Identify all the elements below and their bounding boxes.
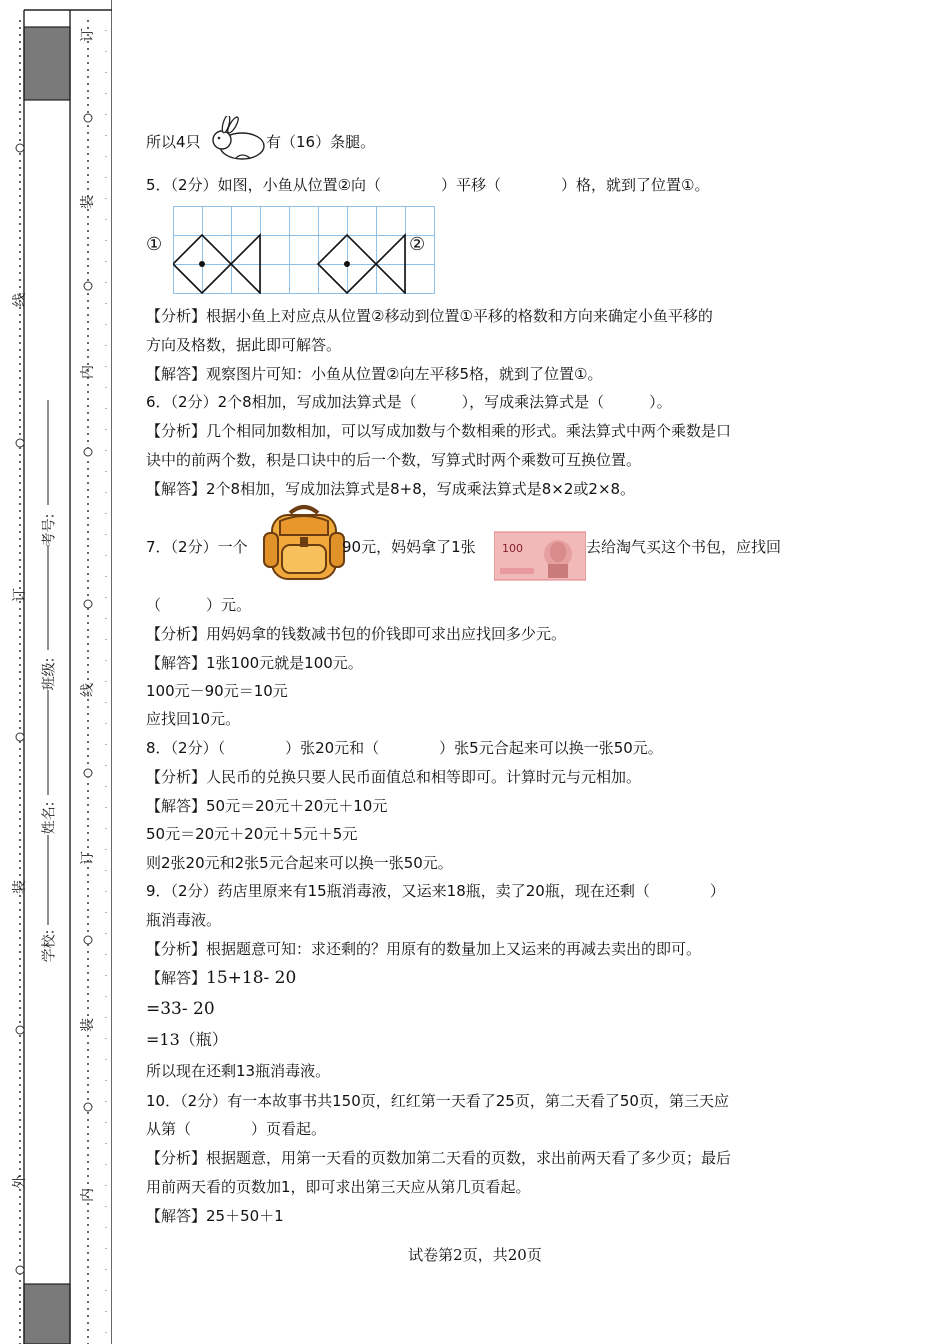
analysis-line: 【分析】用妈妈拿的钱数减书包的价钱即可求出应找回多少元。 [146,625,567,643]
question-10-cont: 从第（ ）页看起。 [146,1120,327,1138]
text-line: 去给淘气买这个书包，应找回 [586,538,782,556]
analysis-line: 【分析】几个相同加数相加，可以写成加数与个数相乘的形式。乘法算式中两个乘数是口 [146,422,732,440]
solution-line: 100元－90元＝10元 [146,682,288,700]
question-6: 6．（2分）2个8相加，写成加法算式是（ ），写成乘法算式是（ ）。 [146,393,672,411]
text-line: 有（16）条腿。 [266,133,376,151]
text-line: 90元，妈妈拿了1张 [342,538,476,556]
solution-line: 【解答】2个8相加，写成加法算式是8+8，写成乘法算式是8×2或2×8。 [146,480,636,498]
analysis-line: 诀中的前两个数，积是口诀中的后一个数，写算式时两个乘数可互换位置。 [146,451,642,469]
binding-mark: 线 [12,293,28,307]
binding-mark: 内 [80,1188,96,1202]
fish-grid-figure [173,206,435,294]
banknote-value: 100 [502,542,523,555]
answer-blank-line: （ ）元。 [146,596,252,614]
binding-margin [0,0,112,1344]
solution-line: 【解答】25＋50＋1 [146,1207,284,1225]
solution-line: 【解答】50元＝20元＋20元＋10元 [146,797,388,815]
analysis-line: 【分析】根据题意可知：求还剩的？用原有的数量加上又运来的再减去卖出的即可。 [146,940,702,958]
binding-mark: 订 [80,851,96,865]
analysis-line: 【分析】人民币的兑换只要人民币面值总和相等即可。计算时元与元相加。 [146,768,642,786]
equation: =33- 20 [146,999,215,1019]
position-2-label: ② [409,234,426,255]
question-9: 9．（2分）药店里原来有15瓶消毒液，又运来18瓶，卖了20瓶，现在还剩（ ） [146,882,725,900]
binding-mark: 装 [12,880,28,894]
question-8: 8．（2分）（ ）张20元和（ ）张5元合起来可以换一张50元。 [146,739,663,757]
analysis-line: 方向及格数，据此即可解答。 [146,336,342,354]
binding-mark: 装 [80,1018,96,1032]
equation: 15+18- 20 [206,968,297,988]
solution-label: 【解答】 [146,969,207,987]
name-label: 姓名: [41,801,58,835]
binding-mark: 订 [12,588,28,602]
question-10: 10．（2分）有一本故事书共150页，红红第一天看了25页，第二天看了50页，第三天应 [146,1092,729,1110]
class-label: 班级: [41,657,58,691]
solution-line: 【解答】1张100元就是100元。 [146,654,363,672]
position-1-label: ① [146,234,163,255]
page-footer: 试卷第2页，共20页 [408,1246,542,1264]
analysis-line: 用前两天看的页数加1，即可求出第三天应从第几页看起。 [146,1178,531,1196]
school-label: 学校: [41,929,58,963]
text-line: 所以4只 [146,133,201,151]
solution-line: 50元＝20元＋20元＋5元＋5元 [146,825,358,843]
binding-mark: 内 [80,365,96,379]
solution-line: 所以现在还剩13瓶消毒液。 [146,1062,331,1080]
solution-line [146,967,296,989]
backpack-icon [262,503,346,583]
solution-line: 则2张20元和2张5元合起来可以换一张50元。 [146,854,453,872]
solution-line: 【解答】观察图片可知：小鱼从位置②向左平移5格，就到了位置①。 [146,365,603,383]
banknote-100-image [494,530,586,582]
analysis-line: 【分析】根据题意，用第一天看的页数加第二天看的页数，求出前两天看了多少页；最后 [146,1149,732,1167]
rabbit-icon [206,116,266,162]
question-9-cont: 瓶消毒液。 [146,911,222,929]
binding-mark: 线 [80,683,96,697]
solution-line: 应找回10元。 [146,710,241,728]
binding-mark: 订 [80,28,96,42]
question-7: 7．（2分）一个 [146,538,248,556]
binding-mark: 外 [12,1175,28,1189]
question-5: 5．（2分）如图，小鱼从位置②向（ ）平移（ ）格，就到了位置①。 [146,176,710,194]
exam-no-label: 考号: [41,513,58,547]
equation: =13（瓶） [146,1030,228,1049]
binding-mark: 装 [80,195,96,209]
analysis-line: 【分析】根据小鱼上对应点从位置②移动到位置①平移的格数和方向来确定小鱼平移的 [146,307,713,325]
